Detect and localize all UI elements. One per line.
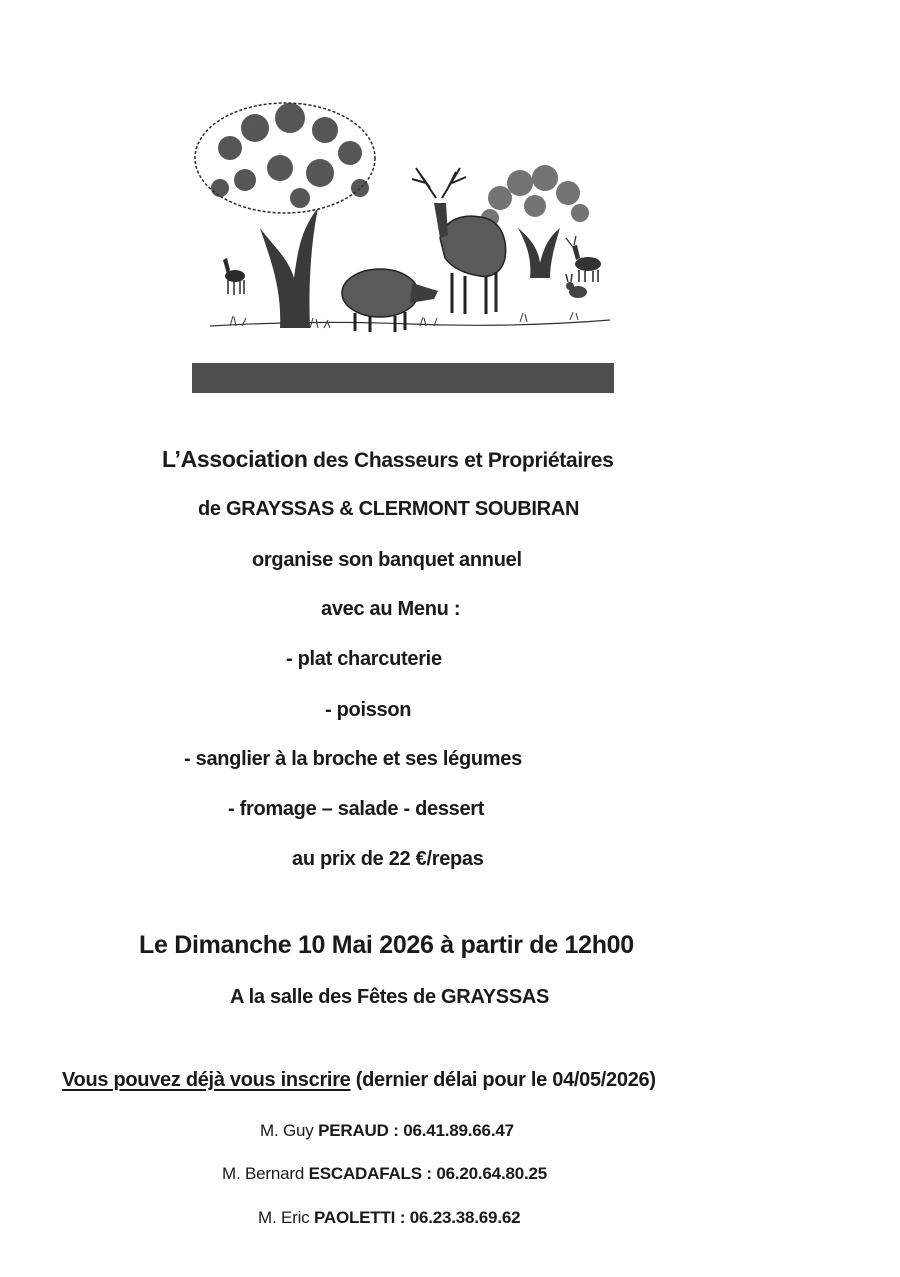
event-venue: A la salle des Fêtes de GRAYSSAS [230,986,550,1008]
registration-line [62,1069,656,1092]
hunting-scene-illustration [190,88,620,338]
menu-item: - sanglier à la broche et ses légumes [184,748,522,770]
registration-lead: Vous pouvez déjà vous inscrire [62,1069,351,1091]
contact-phone: : 06.20.64.80.25 [421,1164,548,1183]
contact-name: PAOLETTI [309,1208,396,1227]
contact-title: M. Guy [260,1121,314,1140]
contact-line [260,1121,514,1141]
event-date: Le Dimanche 10 Mai 2026 à partir de 12h00 [139,931,634,959]
boar-figure [342,269,438,332]
association-prefix: L’Association [162,446,308,472]
contact-title: M. Bernard [222,1164,305,1183]
rabbit-figure [566,274,587,298]
contact-phone: : 06.23.38.69.62 [395,1208,521,1227]
association-name-line [162,446,614,473]
fawn-figure [223,258,245,295]
menu-item: - plat charcuterie [286,648,442,670]
banquet-announcement: organise son banquet annuel [252,549,522,571]
contact-name: ESCADAFALS [304,1164,422,1183]
decorative-divider-bar [192,363,614,393]
contact-line [222,1164,547,1184]
contact-name: PERAUD [313,1121,389,1140]
menu-item: - fromage – salade - dessert [228,798,485,820]
menu-item: - poisson [325,699,412,721]
meal-price: au prix de 22 €/repas [292,848,484,870]
association-rest: des Chasseurs et Propriétaires [307,449,614,472]
association-towns: de GRAYSSAS & CLERMONT SOUBIRAN [198,498,580,520]
registration-deadline: (dernier délai pour le 04/05/2026) [350,1069,656,1091]
contact-title: M. Eric [258,1208,310,1227]
contact-phone: : 06.41.89.66.47 [388,1121,514,1140]
contact-line [258,1208,520,1228]
menu-heading: avec au Menu : [321,598,461,620]
